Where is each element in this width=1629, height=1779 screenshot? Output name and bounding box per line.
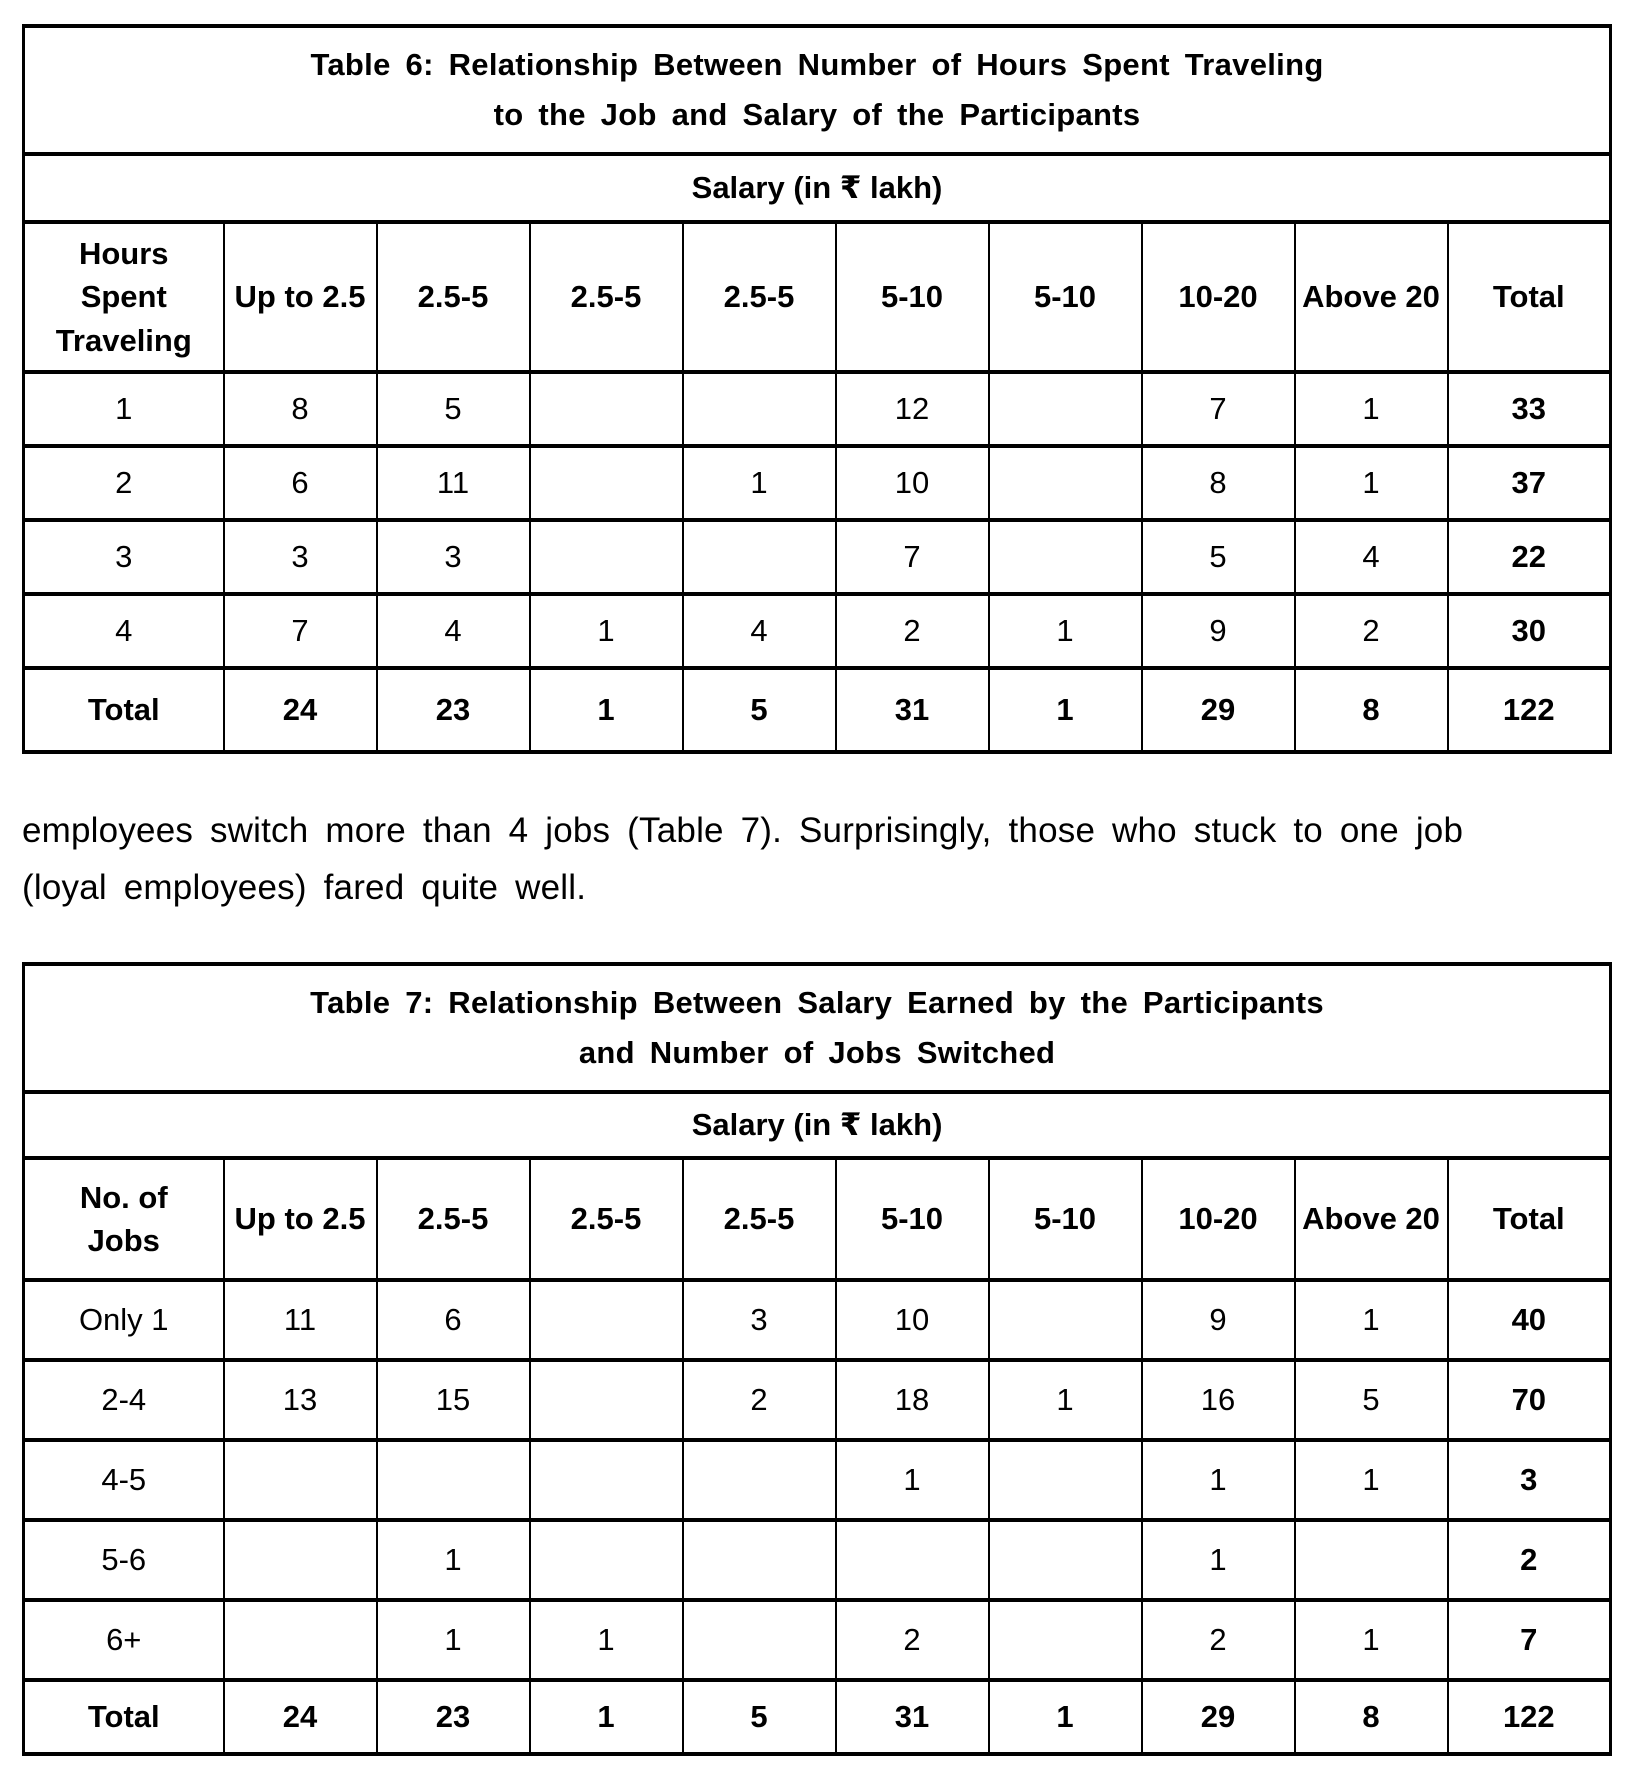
table7-title-line1: Table 7: Relationship Between Salary Earned by the Participants [310,984,1324,1020]
table6-body [24,26,1611,752]
table6-stub-header: Hours Spent Traveling [24,222,224,372]
table7-data-row [24,1520,1611,1600]
table-cell: 33 [1448,372,1611,446]
table-cell [989,1520,1142,1600]
table-cell [530,520,683,594]
table-cell: 1 [989,1680,1142,1754]
row-label: 1 [24,372,224,446]
table-cell: 1 [989,594,1142,668]
table-cell: 29 [1142,668,1295,752]
table6-col-header: Total [1448,222,1611,372]
table-cell [530,1440,683,1520]
row-label: 3 [24,520,224,594]
table-cell [683,1440,836,1520]
table7-data-row [24,1360,1611,1440]
table-cell: 1 [1295,1280,1448,1360]
table-cell: 24 [224,668,377,752]
row-label: 5-6 [24,1520,224,1600]
table6-col-header: 5-10 [836,222,989,372]
table7-col-header: 10-20 [1142,1158,1295,1280]
table-cell: 18 [836,1360,989,1440]
table-cell [683,372,836,446]
table6-col-header: 2.5-5 [377,222,530,372]
table-cell: 6 [377,1280,530,1360]
table-cell: 2 [836,594,989,668]
table-cell [530,1280,683,1360]
row-label: 2 [24,446,224,520]
table-6 [22,24,1612,754]
table-cell: 31 [836,668,989,752]
table-cell: 29 [1142,1680,1295,1754]
table-cell [1295,1520,1448,1600]
table-cell: 9 [1142,1280,1295,1360]
table7-total-row [24,1680,1611,1754]
table-cell: 3 [1448,1440,1611,1520]
table7-stub-header: No. of Jobs [24,1158,224,1280]
row-label: 2-4 [24,1360,224,1440]
row-label: Only 1 [24,1280,224,1360]
body-paragraph-line1: employees switch more than 4 jobs (Table 7). Surprisingly, those who stuck to one job [22,811,1464,850]
table-cell: 23 [377,668,530,752]
table-cell [530,1360,683,1440]
table-cell [224,1600,377,1680]
table-cell: 31 [836,1680,989,1754]
table-cell: 1 [989,1360,1142,1440]
table-cell [989,446,1142,520]
table-cell: 8 [1142,446,1295,520]
table-cell: 1 [530,1680,683,1754]
table-cell: 8 [224,372,377,446]
row-label: Total [24,668,224,752]
table-cell: 6 [224,446,377,520]
table-cell: 4 [377,594,530,668]
table-cell: 2 [1448,1520,1611,1600]
table6-salary-banner: Salary (in ₹ lakh) [24,154,1611,222]
table7-title [24,964,1611,1092]
table-cell: 5 [377,372,530,446]
table-cell [989,1440,1142,1520]
table-cell [989,1280,1142,1360]
body-paragraph [22,802,1609,916]
table-cell: 22 [1448,520,1611,594]
table-cell [683,1600,836,1680]
table-cell [377,1440,530,1520]
table-cell [530,446,683,520]
table6-title-line2: to the Job and Salary of the Participants [493,97,1141,132]
table-cell [224,1520,377,1600]
table7-data-row [24,1600,1611,1680]
table-cell [989,372,1142,446]
table-cell: 122 [1448,668,1611,752]
table7-title-row [24,964,1611,1092]
table6-col-header: Up to 2.5 [224,222,377,372]
table6-title [24,26,1611,154]
table7-col-header: Above 20 [1295,1158,1448,1280]
table-cell: 24 [224,1680,377,1754]
table-cell: 7 [1448,1600,1611,1680]
table-cell: 5 [1295,1360,1448,1440]
table-cell: 4 [1295,520,1448,594]
table7-col-header: Total [1448,1158,1611,1280]
table-cell: 8 [1295,1680,1448,1754]
table6-col-header: 10-20 [1142,222,1295,372]
table-cell: 1 [836,1440,989,1520]
table-cell: 1 [530,668,683,752]
table-cell [989,520,1142,594]
table6-col-header: Above 20 [1295,222,1448,372]
table-cell: 11 [224,1280,377,1360]
table-cell: 1 [377,1520,530,1600]
table-cell [836,1520,989,1600]
table-cell: 3 [377,520,530,594]
table-cell: 11 [377,446,530,520]
table-cell: 40 [1448,1280,1611,1360]
table-cell: 7 [836,520,989,594]
table-cell: 8 [1295,668,1448,752]
table-cell: 1 [1295,372,1448,446]
table-cell: 37 [1448,446,1611,520]
table6-salary-banner-row [24,154,1611,222]
table-cell: 1 [530,594,683,668]
table6-data-row [24,520,1611,594]
table-cell: 70 [1448,1360,1611,1440]
table-cell: 1 [377,1600,530,1680]
body-paragraph-line2: (loyal employees) fared quite well. [22,868,587,907]
table-cell: 5 [683,668,836,752]
table6-total-row [24,668,1611,752]
table-cell: 7 [1142,372,1295,446]
table-cell: 2 [1295,594,1448,668]
row-label: 6+ [24,1600,224,1680]
table6-col-header: 2.5-5 [683,222,836,372]
row-label: 4-5 [24,1440,224,1520]
table-cell: 1 [989,668,1142,752]
table7-body [24,964,1611,1754]
table6-header-row [24,222,1611,372]
table-cell: 12 [836,372,989,446]
table7-col-header: 2.5-5 [683,1158,836,1280]
table-cell [683,1520,836,1600]
table-7 [22,962,1612,1756]
table7-header-row [24,1158,1611,1280]
table-cell: 3 [683,1280,836,1360]
table-cell [683,520,836,594]
table7-col-header: Up to 2.5 [224,1158,377,1280]
table-cell [224,1440,377,1520]
table7-title-line2: and Number of Jobs Switched [578,1035,1056,1070]
table7-col-header: 2.5-5 [530,1158,683,1280]
table-cell: 1 [1295,1600,1448,1680]
table-cell: 3 [224,520,377,594]
table-cell: 13 [224,1360,377,1440]
table-cell: 7 [224,594,377,668]
table6-title-row [24,26,1611,154]
table-cell [530,372,683,446]
table-cell: 15 [377,1360,530,1440]
table-cell: 5 [683,1680,836,1754]
table6-title-line1: Table 6: Relationship Between Number of Hours Spent Traveling [310,46,1324,82]
table7-col-header: 5-10 [989,1158,1142,1280]
table-cell: 4 [683,594,836,668]
table-cell: 1 [530,1600,683,1680]
table-cell: 30 [1448,594,1611,668]
table-cell: 1 [1142,1440,1295,1520]
row-label: 4 [24,594,224,668]
table6-data-row [24,594,1611,668]
table-cell: 1 [1295,1440,1448,1520]
table7-col-header: 2.5-5 [377,1158,530,1280]
table-cell: 10 [836,446,989,520]
table6-col-header: 5-10 [989,222,1142,372]
table-cell: 9 [1142,594,1295,668]
table-cell: 5 [1142,520,1295,594]
table6-data-row [24,372,1611,446]
table-cell: 2 [683,1360,836,1440]
table-cell: 10 [836,1280,989,1360]
table7-col-header: 5-10 [836,1158,989,1280]
table-cell: 122 [1448,1680,1611,1754]
table7-salary-banner: Salary (in ₹ lakh) [24,1092,1611,1158]
table-cell: 2 [836,1600,989,1680]
table-cell: 1 [1142,1520,1295,1600]
table-cell: 1 [683,446,836,520]
table7-data-row [24,1280,1611,1360]
table6-data-row [24,446,1611,520]
table-cell: 23 [377,1680,530,1754]
table6-col-header: 2.5-5 [530,222,683,372]
table-cell [989,1600,1142,1680]
table7-data-row [24,1440,1611,1520]
table7-salary-banner-row [24,1092,1611,1158]
table-cell: 2 [1142,1600,1295,1680]
row-label: Total [24,1680,224,1754]
table-cell: 16 [1142,1360,1295,1440]
table-cell: 1 [1295,446,1448,520]
table-cell [530,1520,683,1600]
